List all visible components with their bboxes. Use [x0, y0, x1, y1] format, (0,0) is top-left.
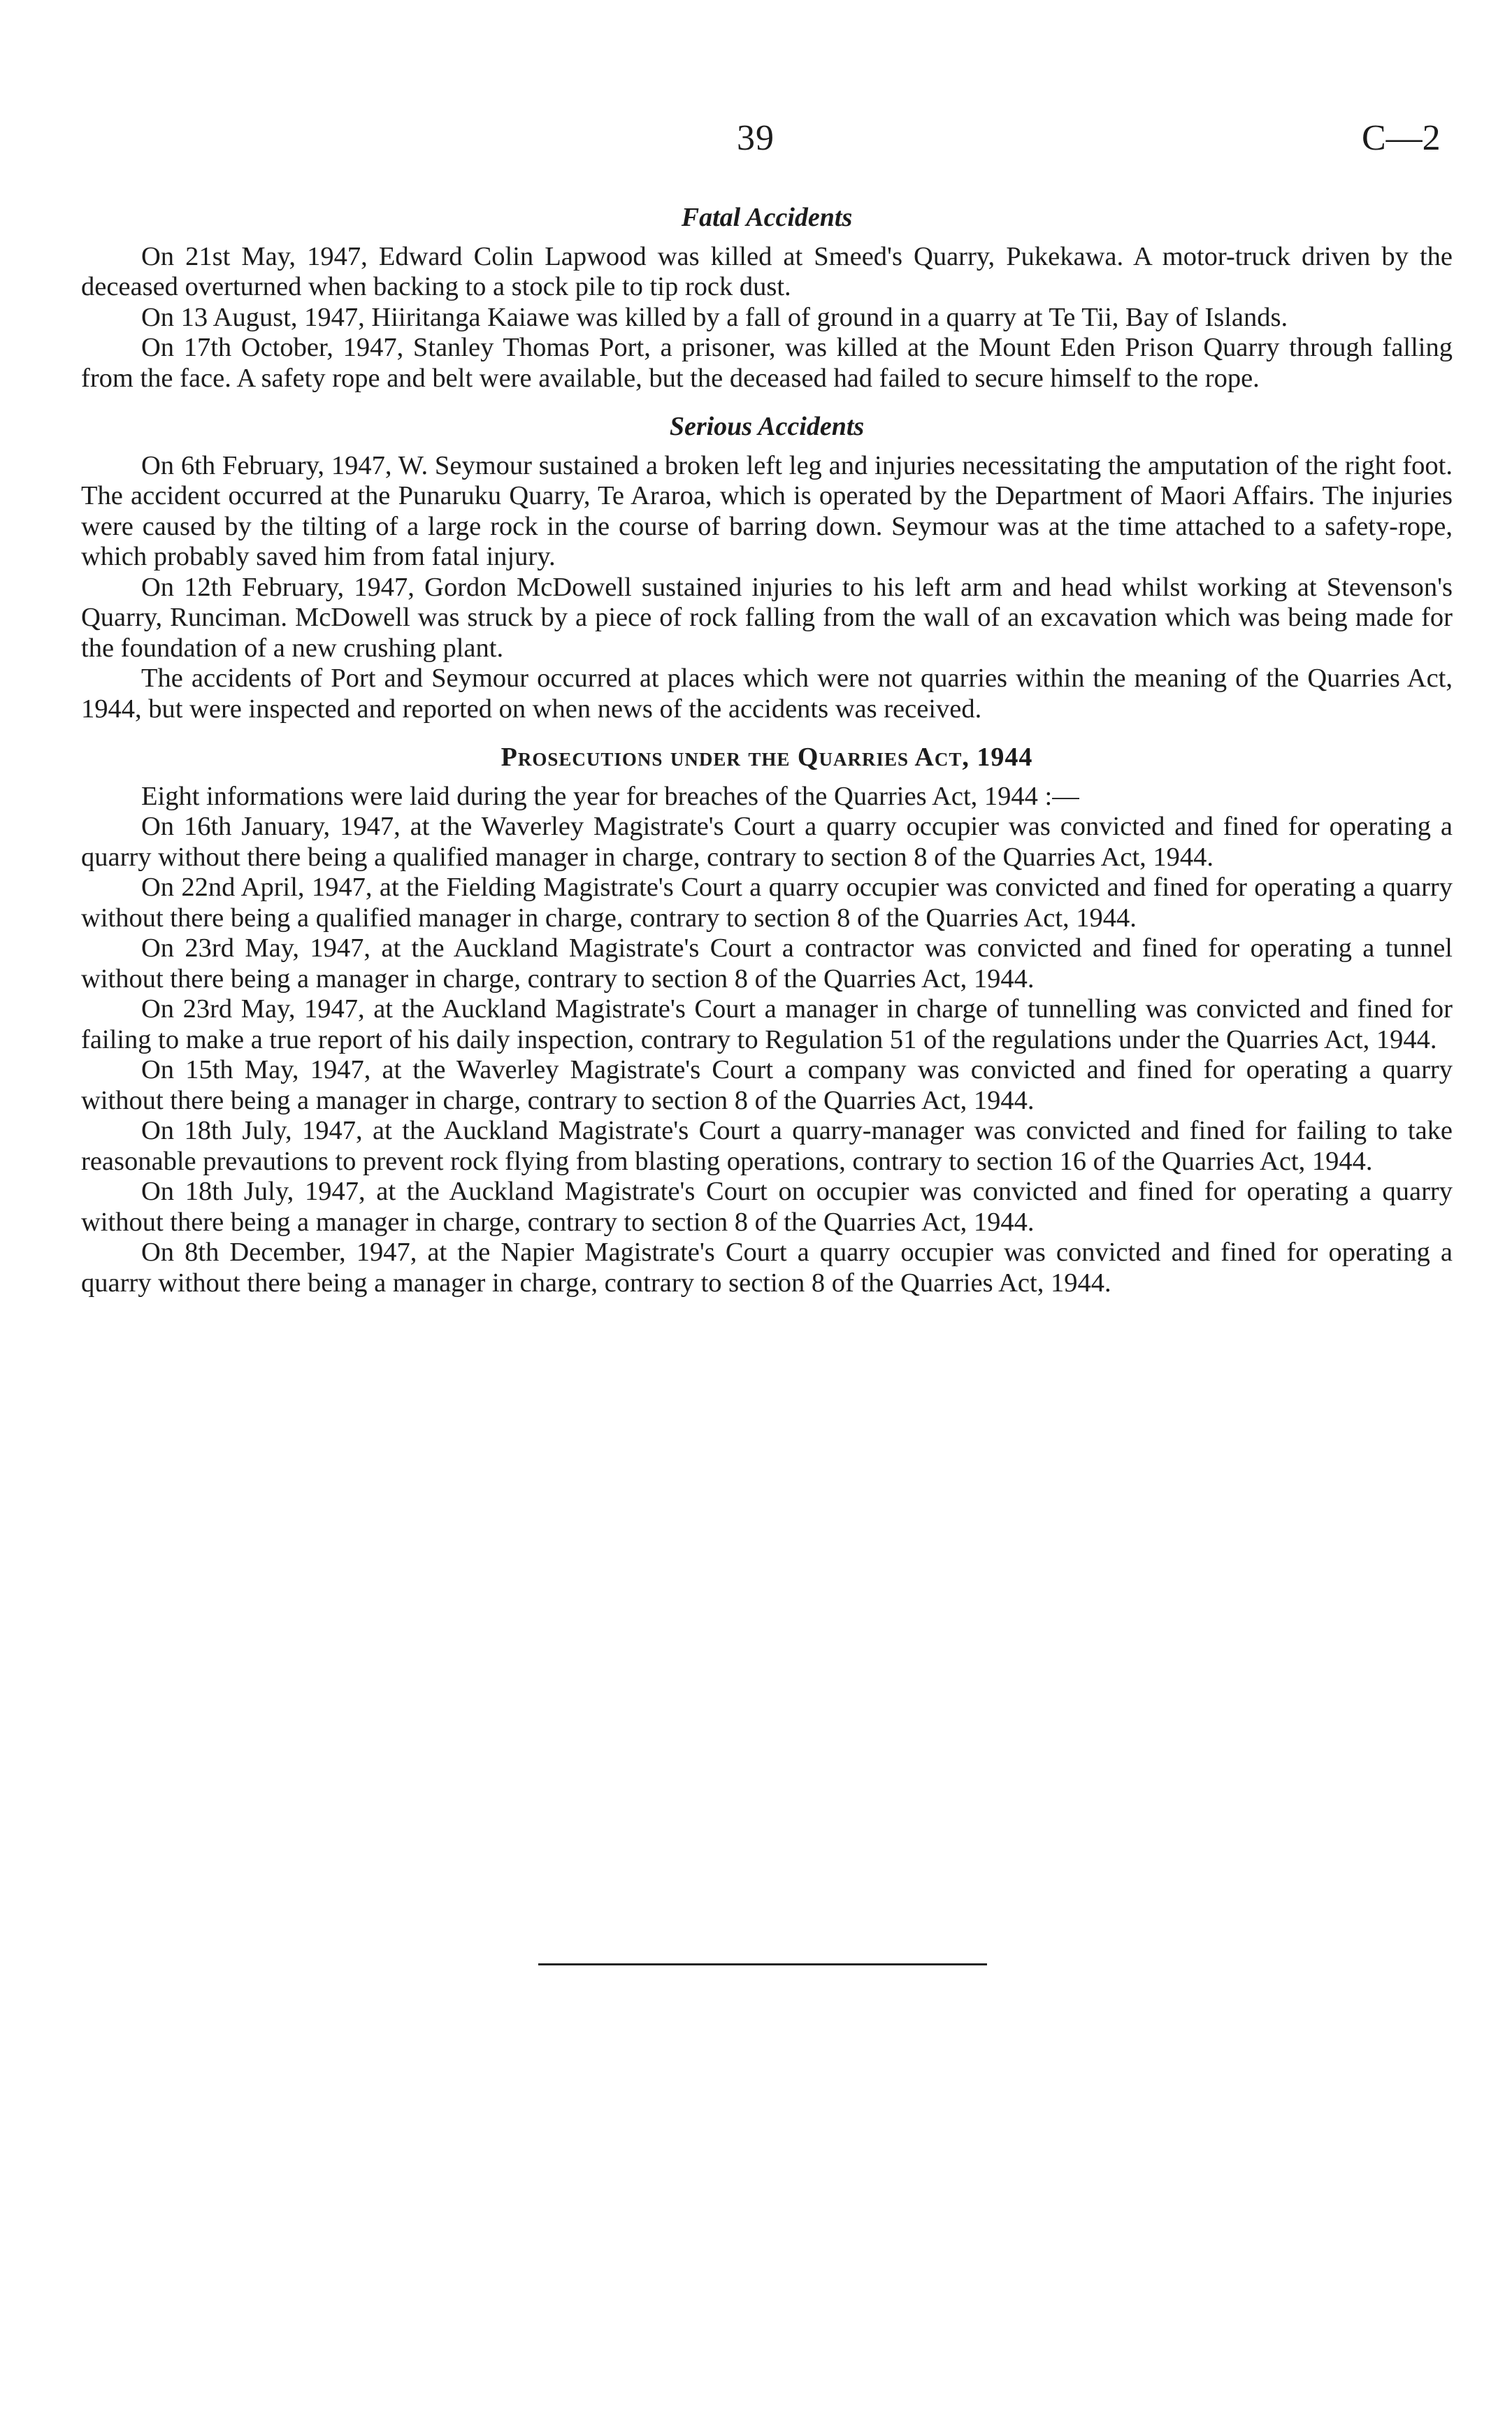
section-heading-prosecutions: Prosecutions under the Quarries Act, 1944 — [501, 743, 1033, 772]
paragraph: On 8th December, 1947, at the Napier Magistrate's Court a quarry occupier was convicted and fined for operating a quarry without there being a manager in charge, contrary to section 8 of the Quarries Act, 1944. — [81, 1238, 1453, 1298]
paragraph: On 13 August, 1947, Hiiritanga Kaiawe was killed by a fall of ground in a quarry at Te Tii, Bay of Islands. — [141, 302, 1288, 332]
prosecutions-section — [81, 743, 1453, 1298]
page-body — [81, 203, 1453, 1298]
paragraph: Eight informations were laid during the year for breaches of the Quarries Act, 1944 :— — [141, 781, 1079, 811]
paragraph: On 15th May, 1947, at the Waverley Magistrate's Court a company was convicted and fined for operating a quarry without there being a manager in charge, contrary to section 8 of the Quarries Act, 1944. — [81, 1055, 1453, 1115]
paragraph: On 22nd April, 1947, at the Fielding Magistrate's Court a quarry occupier was convicted and fined for operating a quarry without there being a qualified manager in charge, contrary to section 8 of the Quarries Act, 1944. — [81, 873, 1453, 933]
closing-rule — [538, 1963, 987, 1965]
paragraph: On 23rd May, 1947, at the Auckland Magistrate's Court a contractor was convicted and fined for operating a tunnel without there being a manager in charge, contrary to section 8 of the Quarries Act, 1944. — [81, 933, 1453, 994]
section-heading-serious-accidents: Serious Accidents — [669, 412, 865, 441]
page-number: 39 — [737, 118, 775, 158]
paragraph: On 12th February, 1947, Gordon McDowell sustained injuries to his left arm and head whilst working at Stevenson's Quarry, Runciman. McDowell was struck by a piece of rock falling from the wall of an excavation which was being made for the foundation of a new crushing plant. — [81, 572, 1453, 663]
paragraph: On 18th July, 1947, at the Auckland Magistrate's Court a quarry-manager was convicted and fined for failing to take reasonable prevautions to prevent rock flying from blasting operations, contrary to section 16 of the Quarries Act, 1944. — [81, 1116, 1453, 1176]
section-heading-fatal-accidents: Fatal Accidents — [681, 203, 853, 232]
paragraph: On 23rd May, 1947, at the Auckland Magistrate's Court a manager in charge of tunnelling was convicted and fined for failing to make a true report of his daily inspection, contrary to Regulation 51 of the regulations under the Quarries Act, 1944. — [81, 994, 1453, 1054]
fatal-accidents-section — [81, 203, 1453, 394]
paragraph: On 17th October, 1947, Stanley Thomas Port, a prisoner, was killed at the Mount Eden Prison Quarry through falling from the face. A safety rope and belt were available, but the deceased had failed to secure himself to the rope. — [81, 333, 1453, 393]
paragraph: On 21st May, 1947, Edward Colin Lapwood was killed at Smeed's Quarry, Pukekawa. A motor-truck driven by the deceased overturned when backing to a stock pile to tip rock dust. — [81, 241, 1453, 301]
document-reference: C—2 — [1362, 118, 1441, 158]
paragraph: On 18th July, 1947, at the Auckland Magistrate's Court on occupier was convicted and fined for operating a quarry without there being a manager in charge, contrary to section 8 of the Quarries Act, 1944. — [81, 1177, 1453, 1237]
paragraph: On 6th February, 1947, W. Seymour sustained a broken left leg and injuries necessitating the amputation of the right foot. The accident occurred at the Punaruku Quarry, Te Araroa, which is operated by the Department of Maori Affairs. The injuries were caused by the tilting of a large rock in the course of barring down. Seymour was at the time attached to a safety-rope, which probably saved him from fatal injury. — [81, 450, 1453, 571]
serious-accidents-section — [81, 412, 1453, 724]
paragraph: The accidents of Port and Seymour occurred at places which were not quarries within the meaning of the Quarries Act, 1944, but were inspected and reported on when news of the accidents was received. — [81, 664, 1453, 724]
paragraph: On 16th January, 1947, at the Waverley Magistrate's Court a quarry occupier was convicted and fined for operating a quarry without there being a qualified manager in charge, contrary to section 8 of the Quarries Act, 1944. — [81, 812, 1453, 872]
